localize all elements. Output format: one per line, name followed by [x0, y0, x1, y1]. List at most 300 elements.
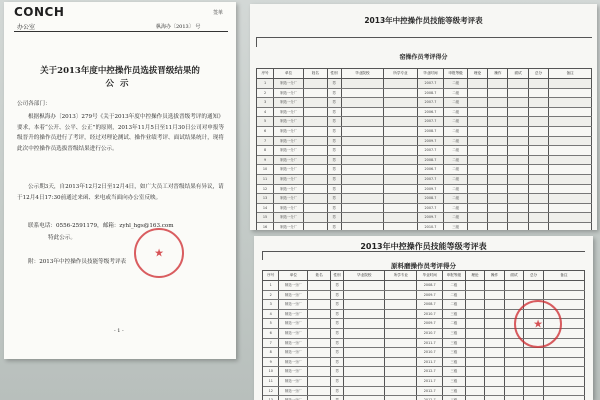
table-cell: 2009.7 [417, 291, 443, 300]
table-cell [508, 98, 528, 107]
table-cell [342, 175, 385, 184]
table-cell: 8 [257, 146, 274, 155]
table-cell [304, 204, 328, 213]
table-cell [508, 223, 528, 230]
table-cell [549, 108, 592, 117]
table-cell: 4 [257, 108, 274, 117]
table-row [257, 156, 592, 166]
table-cell [342, 137, 385, 146]
table-cell: 14 [257, 204, 274, 213]
table-cell [468, 98, 488, 107]
table-cell [488, 79, 508, 88]
table-cell: 2008.7 [418, 89, 445, 98]
table-cell: 制造一分厂 [274, 127, 304, 136]
table-cell: 2012.7 [417, 387, 443, 396]
table-cell [344, 281, 385, 290]
page-number: - 1 - [114, 328, 124, 334]
table-cell [385, 300, 417, 309]
table-cell: 2011.7 [417, 358, 443, 367]
table-cell [466, 339, 486, 348]
table-cell: 男 [328, 117, 342, 126]
table-cell [384, 98, 417, 107]
column-header: 单位 [274, 69, 304, 78]
table-cell [304, 194, 328, 203]
table-cell [384, 156, 417, 165]
table-cell [488, 108, 508, 117]
table-cell: 制造一分厂 [279, 310, 308, 319]
table-cell [549, 223, 592, 230]
table-cell [385, 291, 417, 300]
table-cell [308, 367, 331, 376]
table-cell [508, 79, 528, 88]
table-cell: 2010.7 [417, 310, 443, 319]
column-header: 备注 [549, 69, 592, 78]
table-cell: 6 [263, 329, 279, 338]
table-cell: 二级 [444, 175, 468, 184]
table-cell [468, 194, 488, 203]
table-cell [308, 377, 331, 386]
table-cell: 2010.7 [417, 329, 443, 338]
table-cell: 9 [263, 358, 279, 367]
table-cell [304, 137, 328, 146]
table-cell [488, 137, 508, 146]
table-cell [304, 98, 328, 107]
table-cell: 男 [331, 348, 344, 357]
table-cell [304, 223, 328, 230]
column-header: 操作 [488, 69, 508, 78]
table-cell: 11 [263, 377, 279, 386]
table-row [257, 108, 592, 118]
table-cell: 制造一分厂 [279, 339, 308, 348]
table-cell [529, 127, 549, 136]
table-cell [384, 146, 417, 155]
table-cell [466, 281, 486, 290]
table-cell [417, 396, 443, 400]
table-cell: 三级 [443, 329, 466, 338]
table-cell [466, 329, 486, 338]
table-cell [344, 358, 385, 367]
column-header: 序号 [257, 69, 274, 78]
table-cell [468, 156, 488, 165]
table-cell: 二级 [444, 79, 468, 88]
table-cell: 2009.7 [418, 185, 445, 194]
table-row [263, 281, 585, 291]
column-header: 面试 [505, 271, 525, 280]
table-cell [529, 213, 549, 222]
table-cell [524, 358, 544, 367]
sign-label: 签单 [213, 10, 224, 16]
table-cell [488, 165, 508, 174]
table-cell [524, 377, 544, 386]
table-cell [384, 165, 417, 174]
table-cell [529, 137, 549, 146]
table-cell [508, 175, 528, 184]
table-cell: 二级 [444, 156, 468, 165]
table-cell [505, 281, 525, 290]
table-cell: 男 [328, 223, 342, 230]
table-cell: 15 [257, 213, 274, 222]
table-cell [468, 213, 488, 222]
table-cell: 男 [328, 156, 342, 165]
table-cell [342, 213, 385, 222]
table-cell [342, 165, 385, 174]
table-cell: 2008.7 [418, 156, 445, 165]
table-cell [508, 194, 528, 203]
table-cell: 制造一分厂 [279, 367, 308, 376]
table-cell [508, 146, 528, 155]
table-cell [508, 185, 528, 194]
table-cell [466, 387, 486, 396]
table-cell: 二级 [443, 281, 466, 290]
table-cell: 12 [263, 387, 279, 396]
table-cell [508, 137, 528, 146]
table-cell [549, 117, 592, 126]
table-cell: 2011.7 [417, 339, 443, 348]
table-cell [508, 165, 528, 174]
table-cell [304, 89, 328, 98]
table-cell [488, 204, 508, 213]
table-cell [485, 291, 505, 300]
table-cell: 男 [331, 377, 344, 386]
table-cell: 2007.7 [418, 79, 445, 88]
table-cell [304, 127, 328, 136]
table-cell: 二级 [444, 117, 468, 126]
table-cell [488, 89, 508, 98]
table-cell: 制造一分厂 [279, 348, 308, 357]
table-cell: 制造一分厂 [279, 377, 308, 386]
table-cell [279, 396, 308, 400]
table-cell: 2006.7 [418, 108, 445, 117]
table-cell [508, 213, 528, 222]
table-cell [544, 358, 585, 367]
column-header: 序号 [263, 271, 279, 280]
table-cell: 7 [263, 339, 279, 348]
table-cell [488, 175, 508, 184]
table-cell: 5 [257, 117, 274, 126]
notice-attachment: 附：2013年中控操作员技能等级考评表 [28, 259, 127, 265]
table-cell [304, 165, 328, 174]
table-cell [384, 89, 417, 98]
table-cell [385, 377, 417, 386]
table-cell: 13 [257, 194, 274, 203]
table-cell: 二级 [444, 165, 468, 174]
table-cell: 2009.7 [418, 213, 445, 222]
table-cell [488, 223, 508, 230]
table-cell [544, 377, 585, 386]
table-row [263, 387, 585, 397]
table-cell: 制造一分厂 [274, 165, 304, 174]
score-sheet-kiln [250, 4, 597, 230]
table-cell: 三级 [443, 367, 466, 376]
table-cell: 二级 [444, 127, 468, 136]
table-cell: 2 [263, 291, 279, 300]
table-cell [384, 117, 417, 126]
table-cell: 4 [263, 310, 279, 319]
column-header: 申报等级 [444, 69, 468, 78]
table-cell [508, 89, 528, 98]
table-cell: 制造一分厂 [274, 213, 304, 222]
table-cell [344, 310, 385, 319]
table-row [263, 291, 585, 301]
table-row [263, 396, 585, 400]
table-cell: 制造一分厂 [274, 108, 304, 117]
table-cell [549, 175, 592, 184]
table-cell [385, 396, 417, 400]
table-cell [342, 194, 385, 203]
table-cell [529, 146, 549, 155]
table-cell [342, 223, 385, 230]
table-cell: 二级 [444, 137, 468, 146]
table-cell [524, 291, 544, 300]
table-cell [342, 98, 385, 107]
column-header: 备注 [544, 271, 585, 280]
table-cell [304, 213, 328, 222]
table-cell [304, 156, 328, 165]
table-cell: 制造一分厂 [279, 281, 308, 290]
table-cell: 2007.7 [418, 98, 445, 107]
table-cell [342, 89, 385, 98]
notice-paper [4, 2, 236, 359]
table-cell [466, 396, 486, 400]
table-cell: 三级 [443, 387, 466, 396]
table-cell [508, 127, 528, 136]
table-cell [466, 358, 486, 367]
table-cell: 制造一分厂 [274, 185, 304, 194]
table-cell: 二级 [444, 108, 468, 117]
table-cell: 6 [257, 127, 274, 136]
table-cell: 男 [328, 137, 342, 146]
table-cell [488, 213, 508, 222]
table-cell [468, 175, 488, 184]
table-cell [468, 137, 488, 146]
table-cell: 男 [328, 165, 342, 174]
column-header: 总分 [524, 271, 544, 280]
table-row [263, 348, 585, 358]
red-seal-stamp [514, 300, 562, 348]
table-cell [549, 194, 592, 203]
table-cell [384, 108, 417, 117]
table-cell [468, 223, 488, 230]
table-cell [549, 137, 592, 146]
table-cell [549, 204, 592, 213]
table-cell [529, 165, 549, 174]
table-cell [342, 156, 385, 165]
table-cell: 男 [331, 310, 344, 319]
section-title: 窑操作员考评得分 [399, 54, 448, 61]
table-cell [488, 156, 508, 165]
table-cell: 二级 [444, 204, 468, 213]
table-cell [466, 348, 486, 357]
table-row [257, 175, 592, 185]
table-cell: 11 [257, 175, 274, 184]
table-cell [331, 396, 344, 400]
table-cell [466, 310, 486, 319]
table-cell [485, 358, 505, 367]
table-cell [508, 117, 528, 126]
table-cell [549, 213, 592, 222]
table-cell [529, 117, 549, 126]
table-cell [384, 223, 417, 230]
table-cell: 2007.7 [418, 146, 445, 155]
table-cell [505, 291, 525, 300]
table-cell [524, 348, 544, 357]
notice-paragraph-1: 根据枞海办〔2013〕279号《关于2013年度中控操作员选拔晋级考评的通知》要求，本着“公开、公平、公正”的原则，2013年11月5日至11月30日公司对申报等级晋升的操作员进行了考评，经过对理论测试、操作业绩考评、面试结果统计，现将此次中控操作员选拔晋级结果进行公示。 [17, 114, 225, 152]
notice-salutation: 公司各部门： [17, 101, 51, 107]
department-label: 办公室 [17, 24, 36, 31]
table-cell: 男 [328, 213, 342, 222]
table-cell: 三级 [443, 377, 466, 386]
column-header: 毕业时间 [418, 69, 445, 78]
table-cell: 二级 [443, 300, 466, 309]
table-cell [384, 204, 417, 213]
table-cell [485, 281, 505, 290]
table-cell [529, 175, 549, 184]
table-cell: 制造一分厂 [279, 300, 308, 309]
table-cell [385, 387, 417, 396]
document-number: 枞海办〔2013〕 号 [156, 24, 201, 30]
table-cell [466, 377, 486, 386]
table-cell: 5 [263, 319, 279, 328]
table-cell [488, 98, 508, 107]
table-cell [304, 185, 328, 194]
header-rule [14, 31, 228, 32]
table-cell: 3 [257, 98, 274, 107]
table-cell [384, 185, 417, 194]
table-cell: 制造一分厂 [274, 156, 304, 165]
sheet-header-band [262, 251, 585, 260]
table-cell: 2007.7 [418, 117, 445, 126]
table-cell [485, 310, 505, 319]
notice-title: 关于2013年度中控操作员选拔晋级结果的 [40, 66, 200, 76]
table-cell: 1 [257, 79, 274, 88]
column-header: 所学专业 [384, 69, 417, 78]
table-cell [308, 387, 331, 396]
table-cell [524, 281, 544, 290]
table-cell [488, 117, 508, 126]
table-cell [524, 387, 544, 396]
table-cell [384, 79, 417, 88]
table-cell: 男 [328, 79, 342, 88]
table-cell: 2008.7 [418, 194, 445, 203]
table-cell [529, 204, 549, 213]
table-cell [544, 396, 585, 400]
table-cell [466, 367, 486, 376]
table-cell: 2007.7 [418, 175, 445, 184]
notice-paragraph-2: 公示期3天，自2013年12月2日至12月4日，如广大员工对晋级结果有异议，请于12月4日17:30前通过来函、来电或当面向办公室反映。 [17, 184, 224, 201]
table-cell [342, 108, 385, 117]
table-cell [508, 108, 528, 117]
table-cell [344, 329, 385, 338]
table-row [257, 117, 592, 127]
table-cell: 制造一分厂 [279, 319, 308, 328]
table-row [257, 127, 592, 137]
table-cell [524, 367, 544, 376]
column-header: 总分 [529, 69, 549, 78]
table-cell: 制造一分厂 [279, 329, 308, 338]
table-cell: 7 [257, 137, 274, 146]
notice-subtitle: 公示 [105, 79, 135, 89]
table-cell: 2008.7 [417, 300, 443, 309]
table-cell [485, 348, 505, 357]
table-cell [544, 281, 585, 290]
notice-contact: 联系电话：0556-2591179，邮箱：zyhl_hgs@163.com [28, 223, 174, 229]
table-header-row [263, 271, 585, 281]
table-cell: 2012.7 [417, 367, 443, 376]
table-cell: 10 [263, 367, 279, 376]
table-cell [344, 291, 385, 300]
table-cell: 2007.7 [418, 204, 445, 213]
table-cell: 制造一分厂 [274, 204, 304, 213]
table-row [257, 165, 592, 175]
table-cell [308, 319, 331, 328]
table-cell: 10 [257, 165, 274, 174]
table-row [257, 185, 592, 195]
table-cell: 制造一分厂 [274, 194, 304, 203]
table-cell [485, 319, 505, 328]
table-cell: 制造一分厂 [274, 137, 304, 146]
table-cell [342, 146, 385, 155]
table-cell: 制造一分厂 [274, 89, 304, 98]
table-cell [308, 358, 331, 367]
table-cell: 2011.7 [417, 377, 443, 386]
table-cell [529, 194, 549, 203]
table-cell [384, 127, 417, 136]
table-cell: 男 [328, 204, 342, 213]
table-cell: 男 [328, 185, 342, 194]
notice-closing: 特此公示。 [48, 235, 76, 241]
table-cell [466, 300, 486, 309]
table-cell [544, 387, 585, 396]
table-header-row [257, 69, 592, 79]
column-header: 面试 [508, 69, 528, 78]
table-row [257, 194, 592, 204]
table-cell: 二级 [444, 194, 468, 203]
table-cell [468, 185, 488, 194]
column-header: 性别 [328, 69, 342, 78]
table-cell [385, 367, 417, 376]
table-cell: 制造一分厂 [274, 146, 304, 155]
red-seal-stamp [134, 228, 184, 278]
table-cell [384, 175, 417, 184]
table-cell: 男 [331, 329, 344, 338]
table-cell [385, 319, 417, 328]
table-cell: 男 [328, 127, 342, 136]
table-cell: 制造一分厂 [279, 387, 308, 396]
table-cell [468, 165, 488, 174]
table-cell [384, 213, 417, 222]
table-cell: 男 [328, 194, 342, 203]
table-cell [304, 117, 328, 126]
table-cell: 男 [328, 146, 342, 155]
table-cell: 男 [328, 98, 342, 107]
table-cell [385, 281, 417, 290]
table-cell [304, 175, 328, 184]
table-cell [342, 127, 385, 136]
table-cell: 制造一分厂 [279, 291, 308, 300]
table-cell: 制造一分厂 [279, 358, 308, 367]
table-cell: 制造一分厂 [274, 117, 304, 126]
table-cell [485, 339, 505, 348]
table-cell [308, 291, 331, 300]
table-row [257, 137, 592, 147]
table-cell: 制造一分厂 [274, 79, 304, 88]
table-cell [385, 329, 417, 338]
table-cell [304, 146, 328, 155]
table-cell [308, 281, 331, 290]
table-cell [529, 108, 549, 117]
column-header: 姓名 [304, 69, 328, 78]
table-cell [466, 319, 486, 328]
